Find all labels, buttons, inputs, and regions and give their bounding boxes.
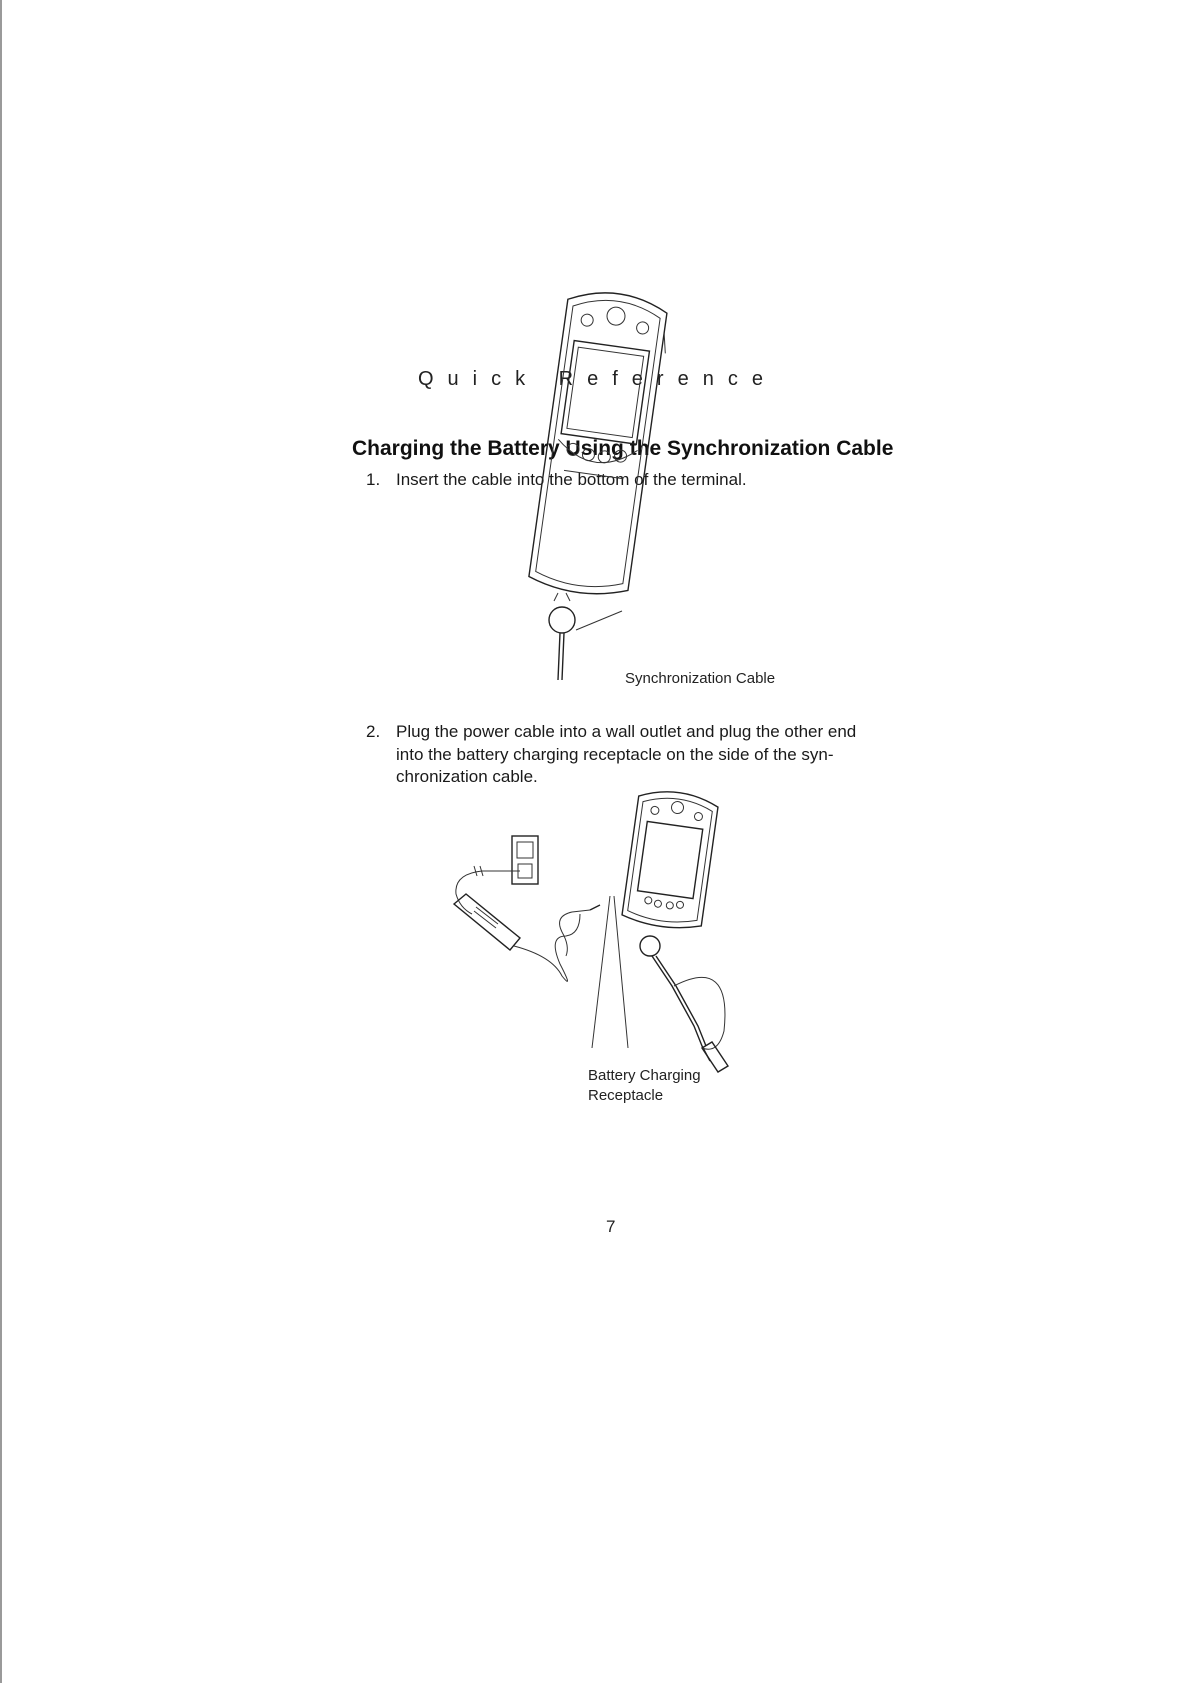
terminal-illustration xyxy=(530,285,830,715)
callout-battery-charging: Battery Charging xyxy=(588,1067,701,1084)
power-supply-illustration xyxy=(462,786,762,1111)
step-1-text: Insert the cable into the bottom of the terminal. xyxy=(396,470,747,489)
figure-power-supply-connection xyxy=(462,786,762,1111)
page-edge xyxy=(0,0,2,1683)
step-2-line-2: into the battery charging receptacle on the side of the syn- xyxy=(396,744,834,764)
header-text: Quick Reference xyxy=(418,368,777,390)
callout-synchronization-cable: Synchronization Cable xyxy=(625,670,776,687)
figure-terminal-sync-cable xyxy=(530,285,830,715)
section-title: Charging the Battery Using the Synchronization Cable xyxy=(352,437,894,460)
step-2-line-3: chronization cable. xyxy=(396,767,538,786)
callout-receptacle: Receptacle xyxy=(588,1087,664,1104)
step-1-number: 1. xyxy=(366,470,381,489)
page-number: 7 xyxy=(606,1217,616,1236)
step-2-number: 2. xyxy=(366,722,381,741)
step-2-line-1: Plug the power cable into a wall outlet and plug the other end xyxy=(396,722,857,741)
step-2 xyxy=(366,721,906,793)
